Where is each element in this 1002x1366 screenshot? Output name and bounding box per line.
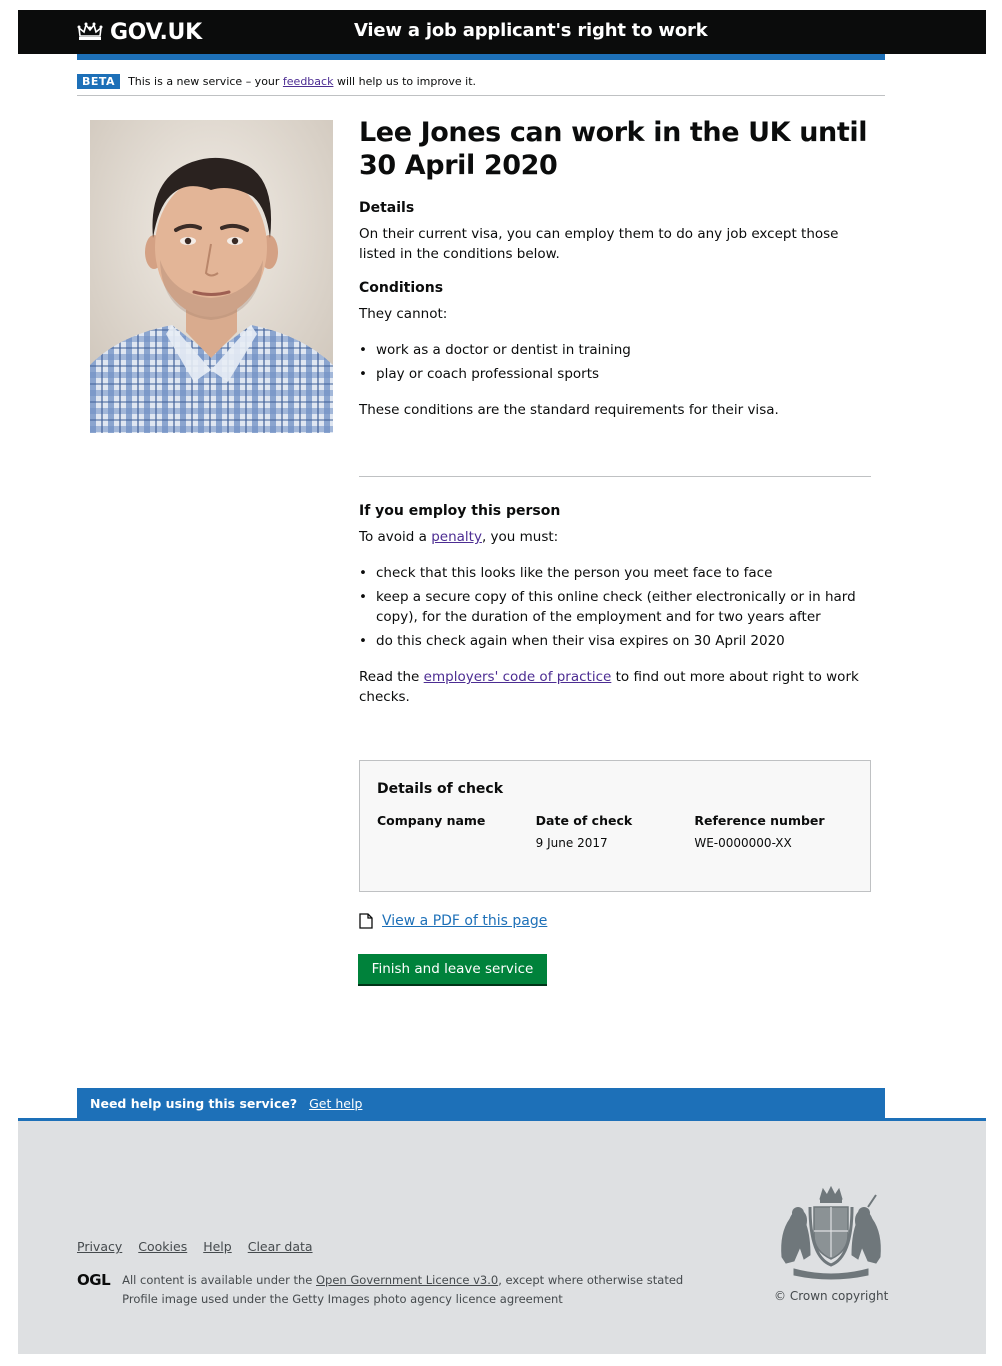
company-label: Company name <box>377 813 486 828</box>
date-column <box>536 813 695 850</box>
check-heading: Details of check <box>377 781 504 797</box>
crown-copyright: © Crown copyright <box>774 1289 889 1303</box>
view-pdf-link[interactable]: View a PDF of this page <box>382 913 548 929</box>
date-value: 9 June 2017 <box>535 836 608 850</box>
ogl-logo: OGL <box>77 1271 111 1289</box>
help-text: Need help using this service? <box>90 1095 298 1111</box>
help-bar <box>77 1088 885 1118</box>
service-name[interactable]: View a job applicant's right to work <box>354 20 708 41</box>
royal-coat-of-arms-icon <box>776 1185 886 1281</box>
check-grid <box>377 813 853 850</box>
beta-tag: BETA <box>77 74 120 89</box>
crown-icon <box>76 21 104 43</box>
reference-label: Reference number <box>694 813 825 828</box>
conditions-heading: Conditions <box>359 280 444 296</box>
footer-links <box>77 1239 313 1254</box>
code-of-practice-link[interactable]: employers' code of practice <box>423 669 612 685</box>
details-text: On their current visa, you can employ them to do any job except those listed in the conditions below. <box>359 226 839 262</box>
employ-intro: To avoid a penalty, you must: <box>359 529 559 545</box>
footer-link-help[interactable]: Help <box>203 1239 232 1254</box>
list-item: • do this check again when their visa expires on 30 April 2020 <box>359 631 871 651</box>
document-icon <box>359 913 373 929</box>
beta-text: This is a new service – your feedback will help us to improve it. <box>128 75 477 88</box>
list-item: • work as a doctor or dentist in training <box>359 340 871 360</box>
employ-list <box>359 563 871 651</box>
company-column <box>377 813 536 850</box>
pdf-link-row <box>359 913 547 929</box>
site-header <box>18 10 986 54</box>
logo-text: GOV.UK <box>110 19 202 45</box>
footer-link-cookies[interactable]: Cookies <box>138 1239 188 1254</box>
licence-text: All content is available under the Open Government Licence v3.0, except where otherwise stated Profile image used under the Getty Images photo agency licence agreement <box>122 1271 683 1309</box>
image-licence-note: Profile image used under the Getty Images photo agency licence agreement <box>122 1292 563 1306</box>
site-footer <box>18 1121 986 1354</box>
page-title: Lee Jones can work in the UK until 30 April 2020 <box>359 117 868 181</box>
date-label: Date of check <box>535 813 633 828</box>
reference-column <box>694 813 853 850</box>
list-item: • keep a secure copy of this online check (either electronically or in hard copy), for the duration of the employment and for two years after <box>359 587 871 627</box>
reference-value: WE-0000000-XX <box>694 836 792 850</box>
get-help-link[interactable]: Get help <box>309 1095 363 1111</box>
employ-heading: If you employ this person <box>359 503 561 519</box>
conditions-intro: They cannot: <box>359 306 448 322</box>
page-frame <box>18 10 986 1354</box>
header-blue-bar <box>77 54 885 60</box>
footer-link-clear-data[interactable]: Clear data <box>247 1239 313 1254</box>
main-content <box>359 116 871 723</box>
section-divider <box>359 476 871 477</box>
penalty-link[interactable]: penalty <box>431 529 482 545</box>
finish-button[interactable]: Finish and leave service <box>358 954 547 986</box>
govuk-logo-link[interactable] <box>76 18 202 46</box>
code-of-practice-text: Read the employers' code of practice to find out more about right to work checks. <box>359 669 859 705</box>
details-heading: Details <box>359 200 415 216</box>
conditions-list <box>359 340 871 384</box>
check-details-panel <box>359 760 871 892</box>
list-item: • check that this looks like the person you meet face to face <box>359 563 871 583</box>
footer-link-privacy[interactable]: Privacy <box>77 1239 123 1254</box>
licence-row <box>77 1271 683 1309</box>
list-item: • play or coach professional sports <box>359 364 871 384</box>
applicant-photo <box>90 120 333 433</box>
beta-banner <box>77 68 885 96</box>
conditions-note: These conditions are the standard requirements for their visa. <box>359 402 779 418</box>
feedback-link[interactable]: feedback <box>282 75 334 88</box>
open-government-licence-link[interactable]: Open Government Licence v3.0 <box>316 1273 499 1287</box>
